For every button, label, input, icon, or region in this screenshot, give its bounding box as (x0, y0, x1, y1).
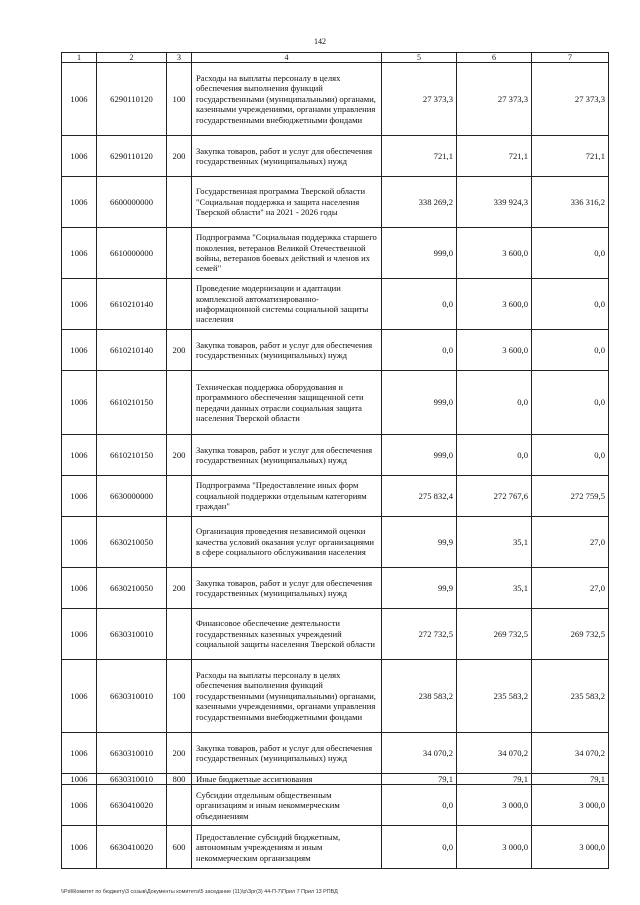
expense-type-cell (167, 228, 192, 279)
section-code-cell: 1006 (62, 609, 97, 660)
table-row (62, 774, 609, 785)
target-article-cell: 6610210140 (97, 279, 167, 330)
amount-year2-cell: 35,1 (457, 517, 532, 568)
amount-year1-cell: 0,0 (382, 785, 457, 826)
amount-year2-cell: 0,0 (457, 371, 532, 435)
amount-year1-cell: 999,0 (382, 228, 457, 279)
amount-year1-cell: 99,9 (382, 568, 457, 609)
amount-year1-cell: 79,1 (382, 774, 457, 785)
table-row (62, 660, 609, 733)
amount-year1-cell: 275 832,4 (382, 476, 457, 517)
table-row (62, 568, 609, 609)
target-article-cell: 6630210050 (97, 517, 167, 568)
amount-year1-cell: 238 583,2 (382, 660, 457, 733)
footer-file-path: \\Pdi\Комитет по бюджету\3 созыв\Документы комитета\5 заседание (11)\р\Зрг(3) 44-П-7\Прил 7 Прил 13 РПВД (61, 889, 338, 895)
section-code-cell: 1006 (62, 660, 97, 733)
amount-year3-cell: 79,1 (532, 774, 609, 785)
item-name-cell: Проведение модернизации и адаптации комплексной автоматизированно-информационной системы социальной защиты населения (192, 279, 382, 330)
table-row (62, 136, 609, 177)
column-header-5: 5 (382, 53, 457, 63)
target-article-cell: 6630410020 (97, 826, 167, 869)
section-code-cell: 1006 (62, 826, 97, 869)
expense-type-cell (167, 476, 192, 517)
target-article-cell: 6630310010 (97, 774, 167, 785)
amount-year1-cell: 721,1 (382, 136, 457, 177)
amount-year2-cell: 3 000,0 (457, 826, 532, 869)
section-code-cell: 1006 (62, 476, 97, 517)
target-article-cell: 6610210150 (97, 371, 167, 435)
amount-year3-cell: 0,0 (532, 435, 609, 476)
target-article-cell: 6630310010 (97, 733, 167, 774)
expense-type-cell: 200 (167, 435, 192, 476)
section-code-cell: 1006 (62, 136, 97, 177)
item-name-cell: Государственная программа Тверской области "Социальная поддержка и защита населения Тверской области" на 2021 - 2026 годы (192, 177, 382, 228)
expense-type-cell: 200 (167, 733, 192, 774)
amount-year1-cell: 0,0 (382, 279, 457, 330)
table-row (62, 609, 609, 660)
amount-year3-cell: 0,0 (532, 279, 609, 330)
amount-year3-cell: 272 759,5 (532, 476, 609, 517)
amount-year3-cell: 3 000,0 (532, 785, 609, 826)
amount-year1-cell: 0,0 (382, 826, 457, 869)
amount-year2-cell: 3 600,0 (457, 228, 532, 279)
amount-year3-cell: 235 583,2 (532, 660, 609, 733)
amount-year3-cell: 0,0 (532, 371, 609, 435)
item-name-cell: Иные бюджетные ассигнования (192, 774, 382, 785)
expense-type-cell (167, 279, 192, 330)
expense-type-cell (167, 177, 192, 228)
amount-year1-cell: 0,0 (382, 330, 457, 371)
expense-type-cell: 200 (167, 330, 192, 371)
target-article-cell: 6290110120 (97, 136, 167, 177)
table-row (62, 63, 609, 136)
table-row (62, 517, 609, 568)
amount-year3-cell: 34 070,2 (532, 733, 609, 774)
expense-type-cell: 800 (167, 774, 192, 785)
section-code-cell: 1006 (62, 517, 97, 568)
item-name-cell: Закупка товаров, работ и услуг для обеспечения государственных (муниципальных) нужд (192, 136, 382, 177)
target-article-cell: 6630210050 (97, 568, 167, 609)
target-article-cell: 6630310010 (97, 609, 167, 660)
amount-year2-cell: 235 583,2 (457, 660, 532, 733)
section-code-cell: 1006 (62, 371, 97, 435)
amount-year2-cell: 34 070,2 (457, 733, 532, 774)
section-code-cell: 1006 (62, 330, 97, 371)
column-header-3: 3 (167, 53, 192, 63)
column-header-6: 6 (457, 53, 532, 63)
amount-year3-cell: 721,1 (532, 136, 609, 177)
target-article-cell: 6610000000 (97, 228, 167, 279)
column-header-2: 2 (97, 53, 167, 63)
amount-year1-cell: 999,0 (382, 371, 457, 435)
section-code-cell: 1006 (62, 568, 97, 609)
table-row (62, 826, 609, 869)
amount-year3-cell: 336 316,2 (532, 177, 609, 228)
item-name-cell: Закупка товаров, работ и услуг для обеспечения государственных (муниципальных) нужд (192, 733, 382, 774)
item-name-cell: Подпрограмма "Социальная поддержка старшего поколения, ветеранов Великой Отечественной войны, ветеранов боевых действий и членов их семей" (192, 228, 382, 279)
expense-type-cell: 600 (167, 826, 192, 869)
amount-year2-cell: 27 373,3 (457, 63, 532, 136)
table-row (62, 279, 609, 330)
expense-type-cell (167, 785, 192, 826)
expense-type-cell (167, 609, 192, 660)
table-row (62, 330, 609, 371)
table-row (62, 371, 609, 435)
budget-table (61, 52, 609, 869)
expense-type-cell (167, 371, 192, 435)
section-code-cell: 1006 (62, 63, 97, 136)
table-row (62, 228, 609, 279)
column-header-1: 1 (62, 53, 97, 63)
expense-type-cell: 200 (167, 136, 192, 177)
section-code-cell: 1006 (62, 279, 97, 330)
amount-year1-cell: 272 732,5 (382, 609, 457, 660)
target-article-cell: 6630000000 (97, 476, 167, 517)
section-code-cell: 1006 (62, 785, 97, 826)
expense-type-cell (167, 517, 192, 568)
table-row (62, 435, 609, 476)
table-row (62, 785, 609, 826)
item-name-cell: Закупка товаров, работ и услуг для обеспечения государственных (муниципальных) нужд (192, 568, 382, 609)
amount-year2-cell: 3 600,0 (457, 279, 532, 330)
amount-year3-cell: 0,0 (532, 330, 609, 371)
expense-type-cell: 100 (167, 660, 192, 733)
amount-year2-cell: 3 000,0 (457, 785, 532, 826)
item-name-cell: Закупка товаров, работ и услуг для обеспечения государственных (муниципальных) нужд (192, 435, 382, 476)
page-number: 142 (314, 37, 326, 46)
section-code-cell: 1006 (62, 177, 97, 228)
amount-year2-cell: 0,0 (457, 435, 532, 476)
amount-year2-cell: 79,1 (457, 774, 532, 785)
section-code-cell: 1006 (62, 435, 97, 476)
section-code-cell: 1006 (62, 774, 97, 785)
table-row (62, 476, 609, 517)
section-code-cell: 1006 (62, 733, 97, 774)
amount-year2-cell: 272 767,6 (457, 476, 532, 517)
target-article-cell: 6290110120 (97, 63, 167, 136)
amount-year1-cell: 34 070,2 (382, 733, 457, 774)
item-name-cell: Подпрограмма "Предоставление иных форм социальной поддержки отдельным категориям граждан" (192, 476, 382, 517)
item-name-cell: Финансовое обеспечение деятельности государственных казенных учреждений социальной защиты населения Тверской области (192, 609, 382, 660)
amount-year1-cell: 999,0 (382, 435, 457, 476)
amount-year3-cell: 27,0 (532, 568, 609, 609)
amount-year1-cell: 99,9 (382, 517, 457, 568)
table-row (62, 733, 609, 774)
expense-type-cell: 100 (167, 63, 192, 136)
amount-year1-cell: 27 373,3 (382, 63, 457, 136)
section-code-cell: 1006 (62, 228, 97, 279)
item-name-cell: Предоставление субсидий бюджетным, автономным учреждениям и иным некоммерческим организациям (192, 826, 382, 869)
target-article-cell: 6630410020 (97, 785, 167, 826)
expense-type-cell: 200 (167, 568, 192, 609)
target-article-cell: 6600000000 (97, 177, 167, 228)
target-article-cell: 6610210150 (97, 435, 167, 476)
amount-year1-cell: 338 269,2 (382, 177, 457, 228)
item-name-cell: Организация проведения независимой оценки качества условий оказания услуг организациями в сфере социального обслуживания населения (192, 517, 382, 568)
target-article-cell: 6630310010 (97, 660, 167, 733)
amount-year3-cell: 269 732,5 (532, 609, 609, 660)
item-name-cell: Расходы на выплаты персоналу в целях обеспечения выполнения функций государственными (муниципальными) органами, казенными учреждениями, органами управления государственными внебюджетными фондами (192, 63, 382, 136)
amount-year2-cell: 3 600,0 (457, 330, 532, 371)
amount-year2-cell: 339 924,3 (457, 177, 532, 228)
item-name-cell: Субсидии отдельным общественным организациям и иным некоммерческим объединениям (192, 785, 382, 826)
header-row (62, 53, 609, 63)
target-article-cell: 6610210140 (97, 330, 167, 371)
amount-year3-cell: 27,0 (532, 517, 609, 568)
amount-year2-cell: 35,1 (457, 568, 532, 609)
item-name-cell: Техническая поддержка оборудования и программного обеспечения защищенной сети передачи данных отрасли социальная защита населения Тверской области (192, 371, 382, 435)
item-name-cell: Закупка товаров, работ и услуг для обеспечения государственных (муниципальных) нужд (192, 330, 382, 371)
amount-year2-cell: 721,1 (457, 136, 532, 177)
amount-year3-cell: 27 373,3 (532, 63, 609, 136)
amount-year3-cell: 3 000,0 (532, 826, 609, 869)
column-header-7: 7 (532, 53, 609, 63)
amount-year2-cell: 269 732,5 (457, 609, 532, 660)
item-name-cell: Расходы на выплаты персоналу в целях обеспечения выполнения функций государственными (муниципальными) органами, казенными учреждениями, органами управления государственными внебюджетными фондами (192, 660, 382, 733)
table-row (62, 177, 609, 228)
amount-year3-cell: 0,0 (532, 228, 609, 279)
column-header-4: 4 (192, 53, 382, 63)
